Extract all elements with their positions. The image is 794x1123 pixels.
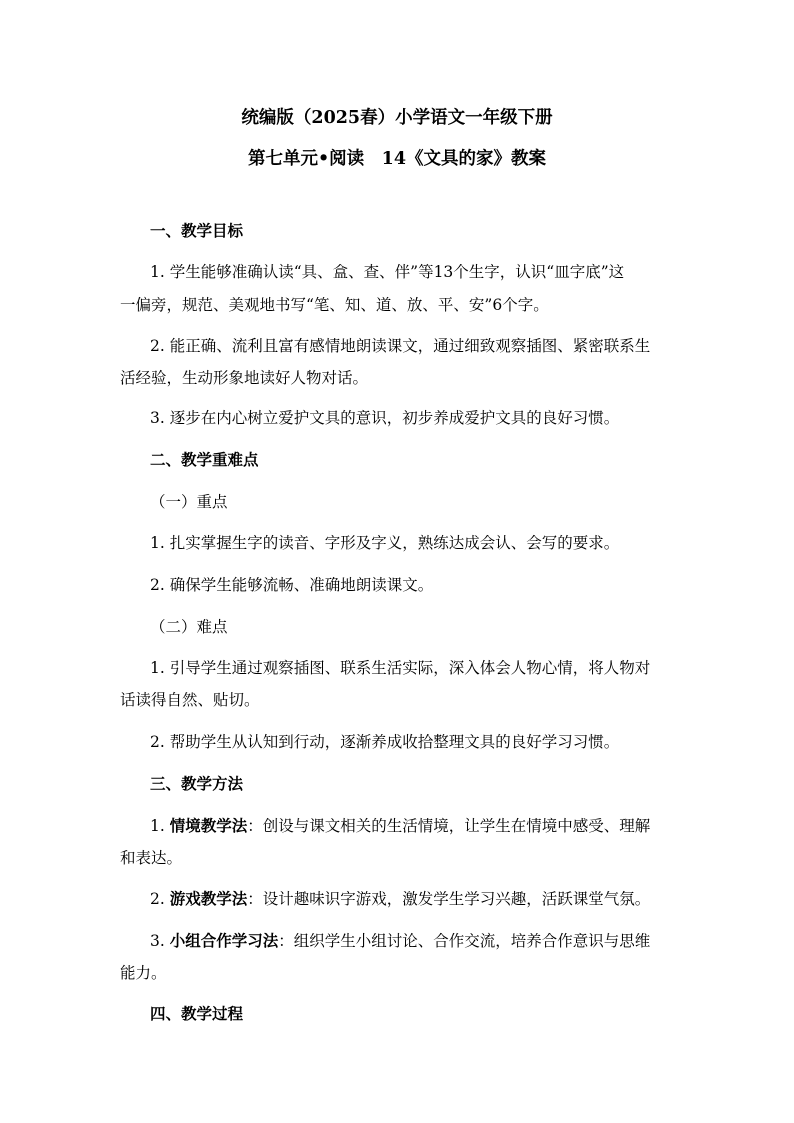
paragraph-line: 活经验，生动形象地读好人物对话。: [120, 369, 369, 387]
paragraph-line: 和表达。: [120, 849, 183, 867]
paragraph-line: 话读得自然、贴切。: [120, 691, 260, 709]
method-label: 情境教学法: [169, 816, 248, 835]
document-subtitle: 第七单元•阅读 14《文具的家》教案: [247, 149, 547, 169]
paragraph-line: 3. 逐步在内心树立爱护文具的意识，初步养成爱护文具的良好习惯。: [150, 409, 620, 427]
item-number: 1.: [150, 817, 170, 835]
paragraph-line: 1. 引导学生通过观察插图、联系生活实际，深入体会人物心情，将人物对: [150, 659, 651, 677]
method-item: [150, 931, 650, 951]
paragraph-line: 1. 学生能够准确认读“具、盒、查、伴”等13个生字，认识“皿字底”这: [150, 263, 625, 281]
subsection-heading-difficulty: （二）难点: [150, 618, 228, 636]
method-text: ：设计趣味识字游戏，激发学生学习兴趣，活跃课堂气氛。: [247, 890, 651, 908]
subsection-heading-focus: （一）重点: [150, 493, 228, 511]
section-heading-key-points: 二、教学重难点: [150, 450, 259, 469]
method-label: 游戏教学法: [169, 889, 248, 908]
paragraph-line: 能力。: [120, 964, 167, 982]
method-label: 小组合作学习法: [169, 931, 279, 950]
paragraph-line: 2. 确保学生能够流畅、准确地朗读课文。: [150, 576, 434, 594]
paragraph-line: 2. 能正确、流利且富有感情地朗读课文，通过细致观察插图、紧密联系生: [150, 337, 651, 355]
item-number: 3.: [150, 932, 170, 950]
section-heading-objectives: 一、教学目标: [150, 221, 244, 240]
method-item: [150, 816, 650, 836]
document-title: 统编版（2025春）小学语文一年级下册: [241, 108, 553, 128]
paragraph-line: 2. 帮助学生从认知到行动，逐渐养成收拾整理文具的良好学习习惯。: [150, 733, 620, 751]
section-heading-methods: 三、教学方法: [150, 774, 244, 793]
paragraph-line: 一偏旁，规范、美观地书写“笔、知、道、放、平、安”6个字。: [120, 296, 549, 314]
method-item: [150, 889, 650, 909]
item-number: 2.: [150, 890, 170, 908]
method-text: ：组织学生小组讨论、合作交流，培养合作意识与思维: [278, 932, 651, 950]
method-text: ：创设与课文相关的生活情境，让学生在情境中感受、理解: [247, 817, 651, 835]
section-heading-process: 四、教学过程: [150, 1004, 244, 1023]
paragraph-line: 1. 扎实掌握生字的读音、字形及字义，熟练达成会认、会写的要求。: [150, 534, 620, 552]
